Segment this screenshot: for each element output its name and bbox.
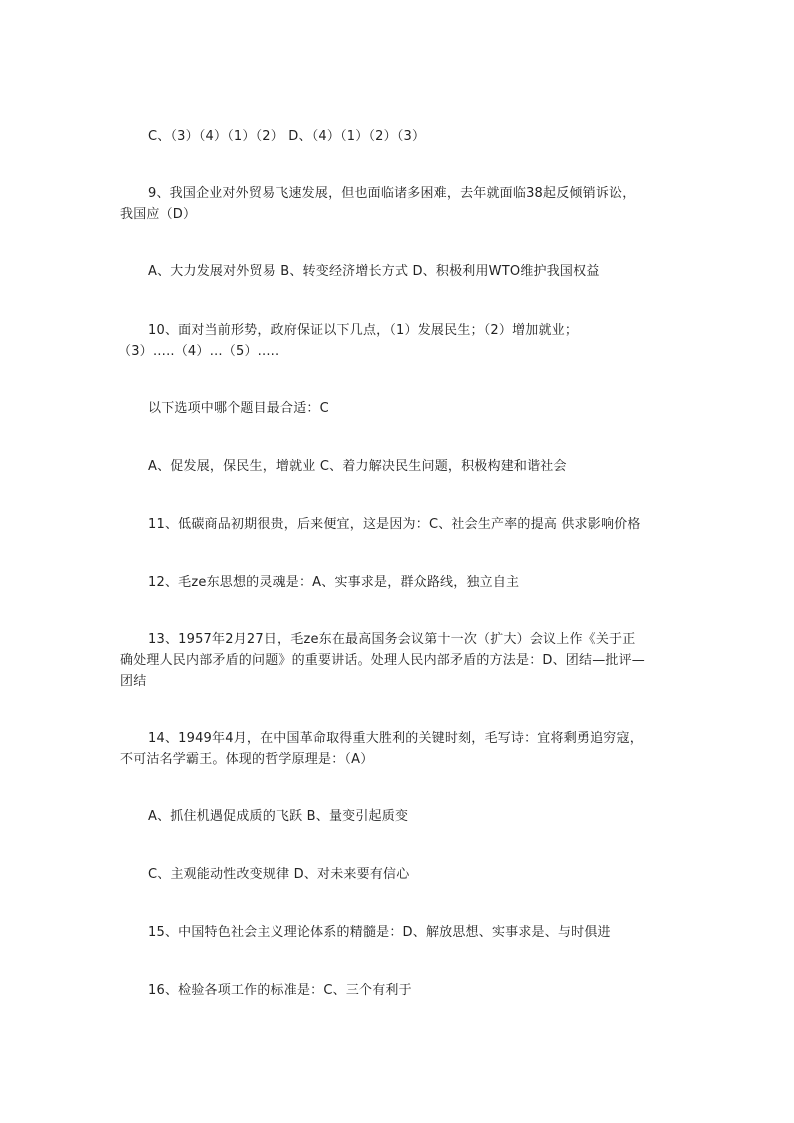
question-14-line-2: 不可沽名学霸王。体现的哲学原理是：（A） [120, 752, 374, 767]
question-13-line-3: 团结 [120, 674, 147, 689]
question-16: 16、检验各项工作的标准是：C、三个有利于 [148, 983, 412, 998]
question-14-options-c-d: C、主观能动性改变规律 D、对未来要有信心 [148, 867, 410, 882]
question-10-options: A、促发展，保民生，增就业 C、着力解决民生问题，积极构建和谐社会 [148, 459, 567, 474]
question-10-line-1: 10、面对当前形势，政府保证以下几点，（1）发展民生；（2）增加就业； [148, 323, 579, 338]
question-15: 15、中国特色社会主义理论体系的精髓是：D、解放思想、实事求是、与时俱进 [148, 925, 611, 940]
question-9-line-1: 9、我国企业对外贸易飞速发展，但也面临诸多困难，去年就面临38起反倾销诉讼， [148, 186, 636, 201]
question-11: 11、低碳商品初期很贵，后来便宜，这是因为：C、社会生产率的提高 供求影响价格 [148, 517, 641, 532]
question-13-line-2: 确处理人民内部矛盾的问题》的重要讲话。处理人民内部矛盾的方法是：D、团结—批评— [120, 653, 646, 668]
question-10-line-2: （3）…..（4）…（5）..... [118, 344, 280, 359]
question-13-line-1: 13、1957年2月27日，毛ze东在最高国务会议第十一次（扩大）会议上作《关于正 [148, 632, 636, 647]
question-9-line-2: 我国应（D） [120, 207, 197, 222]
question-14-options-a-b: A、抓住机遇促成质的飞跃 B、量变引起质变 [148, 809, 409, 824]
option-line-c-d: C、（3）（4）（1）（2） D、（4）（1）（2）（3） [148, 129, 426, 144]
question-10-prompt: 以下选项中哪个题目最合适：C [148, 401, 329, 416]
question-14-line-1: 14、1949年4月，在中国革命取得重大胜利的关键时刻，毛写诗：宜将剩勇追穷寇， [148, 731, 643, 746]
question-12: 12、毛ze东思想的灵魂是：A、实事求是，群众路线，独立自主 [148, 575, 520, 590]
question-9-options: A、大力发展对外贸易 B、转变经济增长方式 D、积极利用WTO维护我国权益 [148, 264, 600, 279]
